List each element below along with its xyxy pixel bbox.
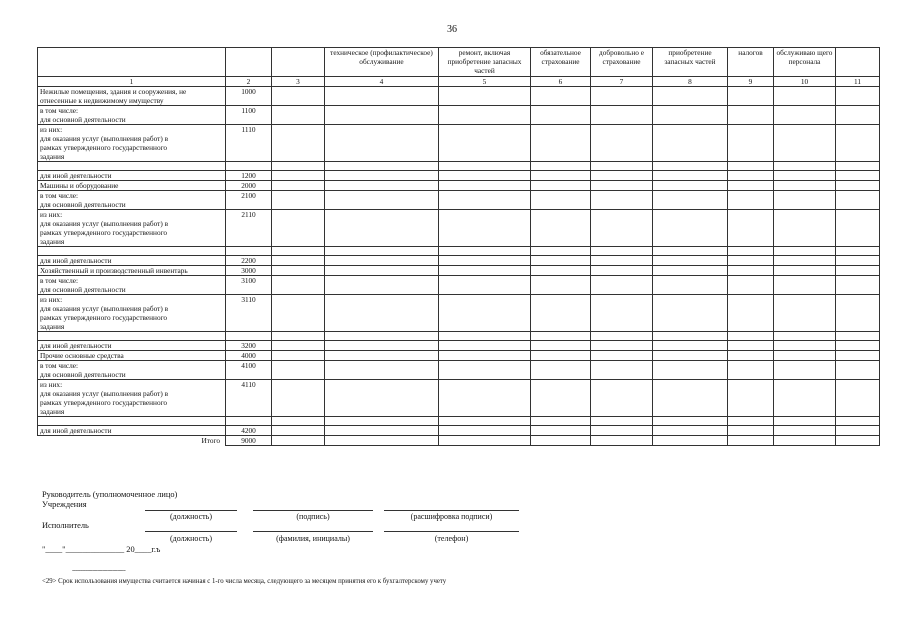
table-cell: [728, 351, 774, 361]
table-cell: [653, 256, 728, 266]
column-header: обслуживаю щего персонала: [774, 48, 836, 77]
table-cell: [591, 106, 653, 125]
table-cell: [439, 191, 531, 210]
property-expenses-table: [37, 47, 880, 446]
table-cell: [653, 380, 728, 417]
table-cell: [531, 295, 591, 332]
table-cell: [728, 426, 774, 436]
table-cell: [439, 295, 531, 332]
table-cell: [836, 332, 880, 341]
table-cell: [272, 266, 325, 276]
table-cell: [836, 426, 880, 436]
row-code: 3000: [226, 266, 272, 276]
row-code: 2000: [226, 181, 272, 191]
table-cell: [531, 266, 591, 276]
table-cell: [531, 332, 591, 341]
table-cell: [531, 276, 591, 295]
row-code: 4100: [226, 361, 272, 380]
table-cell: [774, 125, 836, 162]
row-code: 4200: [226, 426, 272, 436]
table-cell: [325, 417, 439, 426]
executor-position-line: [145, 531, 237, 532]
table-row: [38, 125, 880, 162]
table-cell: [439, 341, 531, 351]
table-cell: [325, 436, 439, 446]
table-cell: [325, 341, 439, 351]
row-name: для иной деятельности: [38, 256, 226, 266]
table-cell: [325, 191, 439, 210]
table-cell: [325, 210, 439, 247]
table-cell: [439, 162, 531, 171]
row-code: 1100: [226, 106, 272, 125]
table-cell: [439, 106, 531, 125]
row-name: Прочие основные средства: [38, 351, 226, 361]
table-cell: [836, 361, 880, 380]
executor-phone-caption: (телефон): [434, 534, 469, 543]
table-cell: [272, 171, 325, 181]
table-cell: [591, 87, 653, 106]
table-cell: [774, 87, 836, 106]
table-cell: [728, 276, 774, 295]
table-cell: [325, 247, 439, 256]
row-code: [226, 247, 272, 256]
table-cell: [774, 436, 836, 446]
column-header: [38, 48, 226, 77]
table-cell: [439, 361, 531, 380]
column-number: 6: [531, 77, 591, 87]
column-number: 8: [653, 77, 728, 87]
row-code: 1200: [226, 171, 272, 181]
table-cell: [531, 210, 591, 247]
table-cell: [272, 436, 325, 446]
table-cell: [774, 247, 836, 256]
table-header-row: [38, 48, 880, 77]
table-cell: [272, 181, 325, 191]
table-cell: [653, 417, 728, 426]
table-cell: [325, 351, 439, 361]
row-name: в том числе: для основной деятельности: [38, 361, 226, 380]
table-row: [38, 341, 880, 351]
decoding-line: [384, 510, 519, 511]
executor-name-line: [253, 531, 373, 532]
column-header: обязательное страхование: [531, 48, 591, 77]
table-row: [38, 332, 880, 341]
row-name: в том числе: для основной деятельности: [38, 106, 226, 125]
table-cell: [439, 426, 531, 436]
table-row: [38, 87, 880, 106]
table-cell: [836, 106, 880, 125]
row-name: [38, 162, 226, 171]
table-cell: [728, 332, 774, 341]
column-number-row: [38, 77, 880, 87]
total-row: [38, 436, 880, 446]
table-cell: [653, 426, 728, 436]
table-cell: [774, 341, 836, 351]
table-cell: [531, 106, 591, 125]
footnote: <29> Срок использования имущества считается начиная с 1-го числа месяца, следующего за месяцем принятия его к бухгалтерскому учету: [42, 578, 447, 585]
table-cell: [325, 332, 439, 341]
row-code: 1110: [226, 125, 272, 162]
table-row: [38, 276, 880, 295]
table-row: [38, 247, 880, 256]
row-code: 3200: [226, 341, 272, 351]
table-cell: [272, 191, 325, 210]
decoding-caption: (расшифровка подписи): [410, 512, 493, 521]
page-number: 36: [447, 24, 457, 35]
table-cell: [325, 361, 439, 380]
table-cell: [728, 162, 774, 171]
row-name: из них: для оказания услуг (выполнения работ) в рамках утвержденного государственного задания: [38, 380, 226, 417]
signature-line: [253, 510, 373, 511]
table-cell: [531, 247, 591, 256]
row-name: из них: для оказания услуг (выполнения работ) в рамках утвержденного государственного задания: [38, 125, 226, 162]
table-cell: [325, 276, 439, 295]
table-cell: [531, 361, 591, 380]
table-cell: [836, 341, 880, 351]
table-cell: [653, 332, 728, 341]
table-cell: [439, 171, 531, 181]
table-cell: [272, 295, 325, 332]
row-code: 3110: [226, 295, 272, 332]
table-row: [38, 191, 880, 210]
table-cell: [439, 87, 531, 106]
table-cell: [728, 380, 774, 417]
table-cell: [272, 87, 325, 106]
table-cell: [653, 247, 728, 256]
column-header: [226, 48, 272, 77]
table-cell: [836, 276, 880, 295]
table-cell: [774, 171, 836, 181]
table-cell: [591, 436, 653, 446]
table-cell: [531, 426, 591, 436]
table-cell: [653, 106, 728, 125]
column-header: ремонт, включая приобретение запасных частей: [439, 48, 531, 77]
table-cell: [774, 426, 836, 436]
table-cell: [325, 106, 439, 125]
table-row: [38, 266, 880, 276]
table-cell: [531, 380, 591, 417]
table-cell: [439, 351, 531, 361]
table-cell: [728, 171, 774, 181]
table-cell: [836, 295, 880, 332]
row-code: 2100: [226, 191, 272, 210]
table-cell: [531, 191, 591, 210]
date-line: "____"______________ 20____г.ъ: [42, 545, 161, 554]
table-cell: [272, 247, 325, 256]
table-cell: [531, 436, 591, 446]
row-code: 4110: [226, 380, 272, 417]
table-row: [38, 361, 880, 380]
table-cell: [591, 247, 653, 256]
table-cell: [325, 380, 439, 417]
table-cell: [836, 380, 880, 417]
table-cell: [774, 266, 836, 276]
table-cell: [591, 210, 653, 247]
table-cell: [272, 210, 325, 247]
table-cell: [728, 125, 774, 162]
table-cell: [591, 191, 653, 210]
table-cell: [653, 266, 728, 276]
table-cell: [325, 125, 439, 162]
table-row: [38, 106, 880, 125]
table-cell: [591, 380, 653, 417]
table-cell: [591, 181, 653, 191]
table-cell: [836, 125, 880, 162]
table-cell: [531, 125, 591, 162]
institution-label: Учреждения: [42, 500, 87, 509]
table-cell: [774, 380, 836, 417]
row-name: из них: для оказания услуг (выполнения работ) в рамках утвержденного государственного задания: [38, 210, 226, 247]
row-name: из них: для оказания услуг (выполнения работ) в рамках утвержденного государственного задания: [38, 295, 226, 332]
table-cell: [591, 256, 653, 266]
row-name: для иной деятельности: [38, 426, 226, 436]
table-cell: [728, 210, 774, 247]
table-cell: [591, 426, 653, 436]
table-cell: [774, 332, 836, 341]
table-row: [38, 295, 880, 332]
table-cell: [439, 380, 531, 417]
table-cell: [272, 125, 325, 162]
table-cell: [836, 87, 880, 106]
table-cell: [531, 341, 591, 351]
table-cell: [836, 181, 880, 191]
table-cell: [728, 191, 774, 210]
column-header: [272, 48, 325, 77]
table-cell: [774, 361, 836, 380]
column-number: 10: [774, 77, 836, 87]
table-cell: [836, 171, 880, 181]
table-cell: [272, 332, 325, 341]
row-name: Нежилые помещения, здания и сооружения, не отнесенные к недвижимому имуществу: [38, 87, 226, 106]
table-cell: [591, 125, 653, 162]
table-row: [38, 380, 880, 417]
row-name: [38, 332, 226, 341]
table-cell: [325, 162, 439, 171]
column-number: 9: [728, 77, 774, 87]
footnote-separator: --------------------------------: [72, 567, 126, 574]
row-name: в том числе: для основной деятельности: [38, 276, 226, 295]
row-name: для иной деятельности: [38, 341, 226, 351]
table-cell: [728, 295, 774, 332]
table-cell: [774, 351, 836, 361]
column-header: техническое (профилактическое) обслуживание: [325, 48, 439, 77]
table-cell: [591, 295, 653, 332]
table-cell: [728, 87, 774, 106]
column-number: 4: [325, 77, 439, 87]
table-cell: [531, 171, 591, 181]
table-cell: [325, 171, 439, 181]
table-cell: [439, 125, 531, 162]
table-cell: [653, 295, 728, 332]
table-cell: [836, 210, 880, 247]
table-cell: [531, 417, 591, 426]
column-number: 2: [226, 77, 272, 87]
column-header: налогов: [728, 48, 774, 77]
table-cell: [272, 417, 325, 426]
table-row: [38, 417, 880, 426]
column-number: 11: [836, 77, 880, 87]
table-cell: [325, 87, 439, 106]
column-number: 5: [439, 77, 531, 87]
table-cell: [439, 417, 531, 426]
table-cell: [272, 351, 325, 361]
table-cell: [325, 181, 439, 191]
row-name: в том числе: для основной деятельности: [38, 191, 226, 210]
table-cell: [591, 276, 653, 295]
table-cell: [653, 87, 728, 106]
table-cell: [272, 162, 325, 171]
table-row: [38, 162, 880, 171]
table-cell: [774, 417, 836, 426]
table-cell: [653, 436, 728, 446]
table-cell: [591, 351, 653, 361]
table-row: [38, 210, 880, 247]
table-cell: [439, 210, 531, 247]
table-cell: [774, 191, 836, 210]
table-cell: [836, 162, 880, 171]
row-code: 1000: [226, 87, 272, 106]
table-cell: [272, 256, 325, 266]
table-cell: [325, 426, 439, 436]
table-cell: [272, 341, 325, 351]
table-cell: [653, 276, 728, 295]
table-cell: [591, 361, 653, 380]
table-cell: [531, 162, 591, 171]
column-header: [836, 48, 880, 77]
table-cell: [836, 191, 880, 210]
table-cell: [653, 162, 728, 171]
total-code: 9000: [226, 436, 272, 446]
row-code: [226, 332, 272, 341]
row-name: [38, 247, 226, 256]
table-cell: [653, 181, 728, 191]
table-cell: [325, 266, 439, 276]
table-cell: [774, 295, 836, 332]
table-cell: [836, 266, 880, 276]
position-caption: (должность): [170, 512, 212, 521]
table-cell: [836, 247, 880, 256]
row-code: 2110: [226, 210, 272, 247]
head-label: Руководитель (уполномоченное лицо): [42, 490, 178, 499]
row-code: [226, 417, 272, 426]
table-cell: [439, 247, 531, 256]
table-cell: [774, 276, 836, 295]
table-cell: [325, 295, 439, 332]
table-cell: [728, 256, 774, 266]
table-cell: [439, 181, 531, 191]
table-cell: [653, 361, 728, 380]
table-cell: [531, 87, 591, 106]
row-code: 4000: [226, 351, 272, 361]
row-code: 2200: [226, 256, 272, 266]
table-cell: [653, 341, 728, 351]
table-cell: [272, 426, 325, 436]
table-cell: [272, 361, 325, 380]
column-header: добровольно е страхование: [591, 48, 653, 77]
table-cell: [653, 210, 728, 247]
table-cell: [591, 417, 653, 426]
table-cell: [774, 106, 836, 125]
executor-label: Исполнитель: [42, 521, 89, 530]
table-cell: [728, 436, 774, 446]
column-header: приобретение запасных частей: [653, 48, 728, 77]
table-row: [38, 256, 880, 266]
row-code: [226, 162, 272, 171]
table-cell: [591, 332, 653, 341]
table-cell: [531, 351, 591, 361]
column-number: 7: [591, 77, 653, 87]
row-name: Хозяйственный и производственный инвентарь: [38, 266, 226, 276]
table-cell: [728, 266, 774, 276]
table-cell: [653, 191, 728, 210]
executor-name-caption: (фамилия, инициалы): [276, 534, 350, 543]
executor-phone-line: [384, 531, 519, 532]
table-cell: [774, 162, 836, 171]
table-cell: [653, 125, 728, 162]
total-label: Итого: [38, 436, 226, 446]
table-cell: [728, 417, 774, 426]
table-cell: [272, 380, 325, 417]
table-cell: [653, 171, 728, 181]
row-name: для иной деятельности: [38, 171, 226, 181]
table-row: [38, 351, 880, 361]
table-cell: [728, 361, 774, 380]
table-cell: [774, 256, 836, 266]
table-cell: [591, 266, 653, 276]
table-cell: [836, 351, 880, 361]
table-cell: [272, 276, 325, 295]
table-row: [38, 181, 880, 191]
column-number: 3: [272, 77, 325, 87]
table-cell: [591, 171, 653, 181]
table-cell: [439, 276, 531, 295]
table-cell: [591, 341, 653, 351]
row-name: [38, 417, 226, 426]
table-cell: [836, 436, 880, 446]
table-cell: [728, 341, 774, 351]
table-cell: [836, 256, 880, 266]
table-cell: [728, 247, 774, 256]
table-cell: [439, 436, 531, 446]
table-cell: [774, 210, 836, 247]
table-cell: [531, 256, 591, 266]
table-row: [38, 171, 880, 181]
table-cell: [728, 181, 774, 191]
table-cell: [439, 332, 531, 341]
table-cell: [325, 256, 439, 266]
table-cell: [591, 162, 653, 171]
executor-position-caption: (должность): [170, 534, 212, 543]
row-code: 3100: [226, 276, 272, 295]
row-name: Машины и оборудование: [38, 181, 226, 191]
table-cell: [439, 266, 531, 276]
table-cell: [439, 256, 531, 266]
table-cell: [774, 181, 836, 191]
column-number: 1: [38, 77, 226, 87]
signature-caption: (подпись): [296, 512, 330, 521]
table-cell: [836, 417, 880, 426]
table-cell: [653, 351, 728, 361]
table-cell: [272, 106, 325, 125]
table-cell: [728, 106, 774, 125]
table-row: [38, 426, 880, 436]
table-cell: [531, 181, 591, 191]
position-line: [145, 510, 237, 511]
